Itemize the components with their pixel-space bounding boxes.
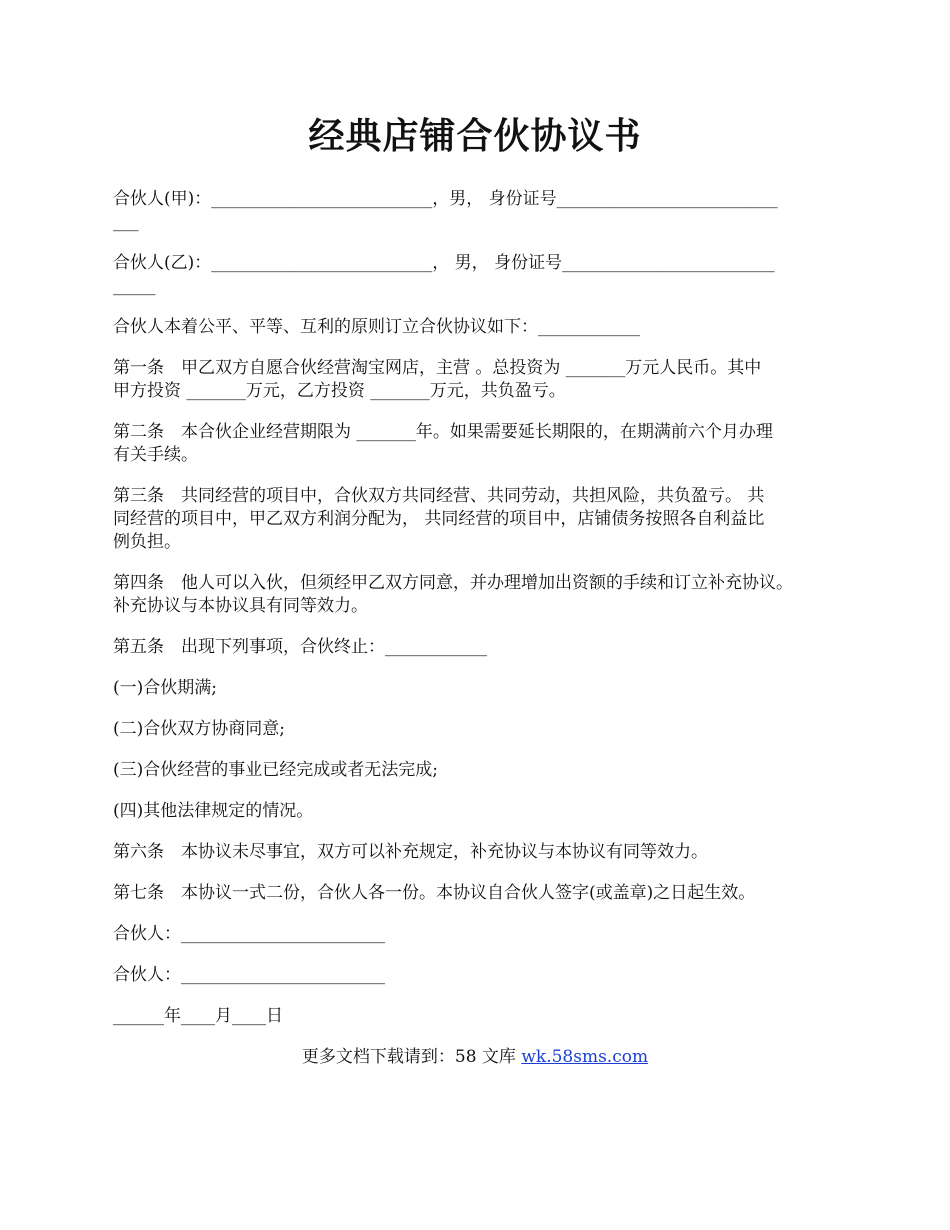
article-6: 第六条 本协议未尽事宜，双方可以补充规定，补充协议与本协议有同等效力。 [113,842,708,862]
download-footer [113,1046,837,1069]
termination-item-4: (四)其他法律规定的情况。 [113,801,314,821]
article-4: 第四条 他人可以入伙，但须经甲乙双方同意，并办理增加出资额的手续和订立补充协议。 补充协议与本协议具有同等效力。 [113,573,793,616]
signature-date: ______年____月____日 [113,1006,283,1026]
document-title: 经典店铺合伙协议书 [308,115,642,157]
partner-b-line: 合伙人(乙)：__________________________， 男， 身份证号_________________________ _____ [113,253,775,296]
article-7: 第七条 本协议一式二份，合伙人各一份。本协议自合伙人签字(或盖章)之日起生效。 [113,883,756,903]
footer-prefix: 更多文档下载请到：58 文库 [301,1047,522,1067]
signature-partner-2: 合伙人：________________________ [113,965,385,985]
article-3: 第三条 共同经营的项目中，合伙双方共同经营、共同劳动，共担风险，共负盈亏。 共 同经营的项目中，甲乙双方利润分配为， 共同经营的项目中，店铺债务按照各自利益比 例负担。 [113,486,765,552]
termination-item-1: (一)合伙期满; [113,678,217,698]
termination-item-2: (二)合伙双方协商同意; [113,719,285,739]
article-1: 第一条 甲乙双方自愿合伙经营淘宝网店，主营 。总投资为 _______万元人民币。其中 甲方投资 _______万元，乙方投资 _______万元，共负盈亏。 [113,358,762,401]
termination-item-3: (三)合伙经营的事业已经完成或者无法完成; [113,760,438,780]
article-2: 第二条 本合伙企业经营期限为 _______年。如果需要延长期限的，在期满前六个月办理 有关手续。 [113,422,773,465]
article-5: 第五条 出现下列事项，合伙终止：____________ [113,637,487,657]
partner-a-line: 合伙人(甲)：__________________________，男， 身份证号__________________________ ___ [113,189,778,232]
footer-link[interactable]: wk.58sms.com [521,1047,649,1067]
signature-partner-1: 合伙人：________________________ [113,924,385,944]
document-page [113,108,853,1069]
agreement-intro: 合伙人本着公平、平等、互利的原则订立合伙协议如下：____________ [113,317,640,337]
